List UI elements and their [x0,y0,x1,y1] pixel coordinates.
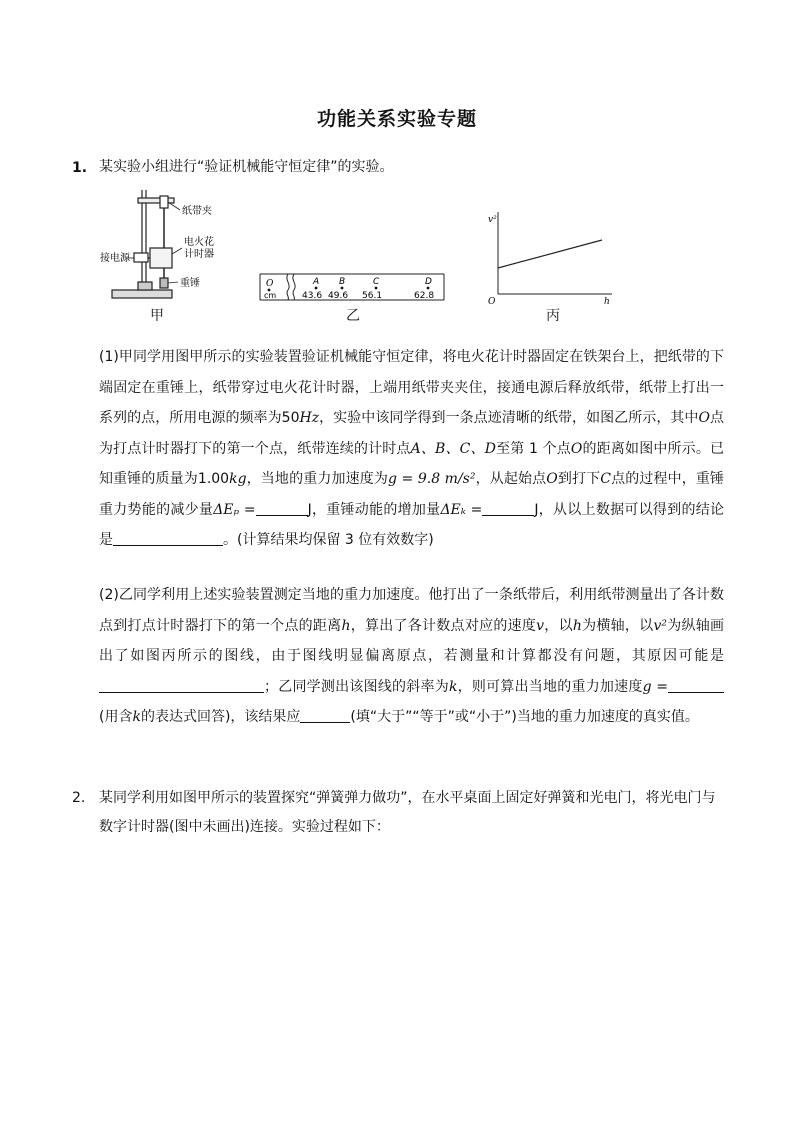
var-k: k [448,678,458,695]
part1-text: J，从以上数据可以得到的结论是 [99,501,724,548]
graph-y-label: v² [488,215,497,225]
stand-base [112,290,172,298]
point-o: O [546,471,558,487]
tape-point-value: 62.8 [414,291,435,301]
figure-apparatus [100,186,248,306]
label-power: 接电源 [100,253,130,264]
graph-line [498,240,602,268]
label-weight: 重锤 [180,278,200,289]
caption-yi: 乙 [346,308,360,324]
part1-text: 的距离如图中所示。已知重锤的质量为 [99,440,725,487]
graph-x-label: h [604,297,610,307]
label-timer-1: 电火花 [184,237,214,248]
tape-point-value: 43.6 [302,291,323,301]
part1-text: 点的过程中，重锤重力势能的减少量 [99,471,725,518]
tape-point-label: B [339,277,346,287]
label-clip: 纸带夹 [182,206,212,217]
question-part-2 [99,580,724,733]
tape-origin: O [266,279,274,289]
part1-text: 。(计算结果均保留 3 位有效数字) [223,532,434,548]
points-abcd: A、B、C、D [410,440,496,457]
graph-origin: O [488,297,496,307]
mass-unit: kg [229,471,247,487]
figure-tape [258,270,448,310]
answer-blank-compare[interactable] [300,708,350,723]
delta-ep: ΔEₚ = [213,501,256,518]
part2-text: ，则可算出当地的重力加速度 [457,678,643,695]
question-stem: 某实验小组进行“验证机械能守恒定律”的实验。 [99,159,394,175]
answer-blank-reason[interactable] [99,678,264,693]
part2-text: (填“大于”“等于”或“小于”)当地的重力加速度的真实值。 [350,709,699,725]
point-c: C [600,471,611,487]
tape-clip [160,196,168,208]
var-g: g = [642,678,668,695]
page-title: 功能关系实验专题 [316,108,477,130]
frequency-value: 50 [281,410,300,426]
var-h: h [341,617,351,634]
var-h: h [572,617,582,634]
point-o: O [698,410,710,426]
label-timer-2: 计时器 [184,249,214,260]
question-number: 2. [72,790,86,806]
caption-bing: 丙 [546,308,560,324]
figure-graph [484,206,620,306]
part1-text: ，当地的重力加速度为 [246,471,388,487]
part2-text: 的表达式回答)，该结果应 [140,709,301,725]
var-v-squared: v² [653,617,667,634]
part1-text: ，实验中该同学得到一条点迹清晰的纸带，如图乙所示，其中 [319,410,699,426]
answer-blank-g[interactable] [668,678,724,693]
part1-text: 至第 1 个点 [495,440,571,457]
tape-point-dot [315,287,318,290]
part2-text: 为纵轴画出了如图丙所示的图线，由于图线明显偏离原点，若测量和计算都没有问题，其原因可能是 [99,617,725,664]
part2-text: 为横轴，以 [581,617,654,634]
question-part-1 [99,342,724,556]
tape-point-label: D [425,277,432,287]
part1-text: (1)甲同学用图甲所示的实验装置验证机械能守恒定律，将电火花计时器固定在铁架台上，把纸带的下端固定在重锤上，纸带穿过电火花计时器，上端用纸带夹夹住，接通电源后释放纸带，纸带上打出一系列的点，所用电源的频率为 [99,349,724,426]
var-k: k [132,709,141,725]
tape-unit: cm [264,291,277,300]
part2-text: ，算出了各计数点对应的速度 [350,617,537,634]
tape-point-label: A [313,277,320,287]
part1-text: ，从起始点 [475,471,547,487]
part2-text: ；乙同学测出该图线的斜率为 [264,678,449,695]
part1-text: 到打下 [557,471,601,487]
frequency-unit: Hz [299,410,320,426]
point-o: O [570,440,583,457]
tape-point-dot [341,287,344,290]
part2-text: (2)乙同学利用上述实验装置测定当地的重力加速度。他打出了一条纸带后，利用纸带测量出了各计数点到打点计时器打下的第一个点的距离 [99,587,724,634]
answer-blank-ek[interactable] [482,501,534,516]
var-v: v [536,617,545,634]
weight-block [160,278,168,288]
part2-text: (用含 [99,709,133,725]
tape-point-dot [375,287,378,290]
part1-text: J，重锤动能的增加量 [307,501,441,518]
answer-blank-conclusion[interactable] [113,531,223,546]
answer-blank-ep[interactable] [256,501,308,516]
part1-text: 点为打点计时器打下的第一个点，纸带连续的计时点 [99,410,725,457]
spark-timer [150,248,172,268]
question-stem: 某同学利用如图甲所示的装置探究“弹簧弹力做功”，在水平桌面上固定好弹簧和光电门，将光电门与数字计时器(图中未画出)连接。实验过程如下： [99,790,716,835]
tape-point-value: 56.1 [362,291,383,301]
caption-jia: 甲 [150,308,164,324]
part2-text: ，以 [544,617,573,634]
mass-value: 1.00 [197,471,230,487]
tape-point-label: C [373,277,380,287]
tape-point-value: 49.6 [328,291,349,301]
delta-ek: ΔEₖ = [440,501,483,518]
tape-point-dot [427,287,430,290]
gravity-expression: g = 9.8 m/s² [387,471,476,487]
question-number: 1. [72,160,88,176]
